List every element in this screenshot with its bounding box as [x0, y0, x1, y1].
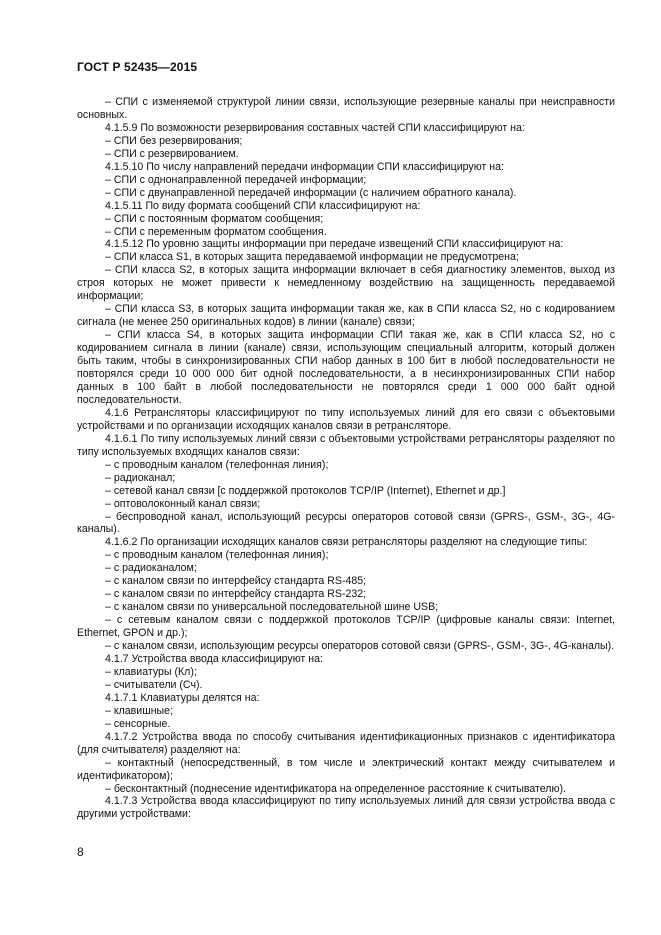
- document-body: [77, 96, 615, 821]
- paragraph: – с проводным каналом (телефонная линия);: [105, 458, 329, 471]
- paragraph: 4.1.5.9 По возможности резервирования составных частей СПИ классифицируют на:: [105, 121, 525, 134]
- paragraph: – бесконтактный (поднесение идентификатора на определенное расстояние к считывателю).: [105, 782, 566, 795]
- paragraph: – радиоканал;: [105, 471, 176, 484]
- paragraph: 4.1.6 Ретрансляторы классифицируют по типу используемых линий для его связи с объектовыми устройствами и по организации исходящих каналов связи в ретрансляторе.: [77, 406, 615, 432]
- paragraph: 4.1.7.2 Устройства ввода по способу считывания идентификационных признаков с идентификатора (для считывателя) разделяют на:: [77, 730, 615, 756]
- paragraph: – с сетевым каналом связи с поддержкой протоколов TCP/IP (цифровые каналы связи: Internet, Ethernet, GPON и др.);: [77, 614, 615, 640]
- paragraph: – СПИ с резервированием.: [105, 147, 239, 160]
- paragraph: – клавиатуры (Кл);: [105, 665, 197, 678]
- paragraph: – беспроводной канал, использующий ресурсы операторов сотовой связи (GPRS-, GSM-, 3G-, 4G-каналы).: [77, 510, 615, 536]
- standard-header: ГОСТ Р 52435—2015: [77, 60, 198, 74]
- paragraph: – оптоволоконный канал связи;: [105, 497, 261, 510]
- paragraph: – СПИ класса S2, в которых защита информации включает в себя диагностику элементов, выход из строя которых не может привести к немедленному воздействию на защищенность передаваемой информации;: [77, 264, 615, 303]
- paragraph: – СПИ класса S4, в которых защита информации СПИ такая же, как в СПИ класса S2, но с кодированием сигнала в линии (канале) связи, использующим специальный алгоритм, который должен быть таким, чтобы в синхронизированных СПИ набор данных в 100 бит в любой последовательности не повторялся среди 10 000 000 бит одной последовательности, а в несинхронизированных СПИ набор данных в 100 байт в любой последовательности не повторялся среди 1 000 000 байт одной последовательности.: [77, 329, 615, 406]
- paragraph: 4.1.6.2 По организации исходящих каналов связи ретрансляторы разделяют на следующие типы:: [105, 536, 588, 549]
- paragraph: – СПИ с изменяемой структурой линии связи, использующие резервные каналы при неисправности основных.: [77, 96, 615, 121]
- paragraph: – СПИ с однонаправленной передачей информации;: [105, 173, 367, 186]
- paragraph: – с каналом связи по интерфейсу стандарта RS-232;: [105, 588, 367, 601]
- paragraph: – клавишные;: [105, 704, 174, 717]
- paragraph: – СПИ с двунаправленной передачей информации (с наличием обратного канала).: [105, 186, 517, 199]
- paragraph: – с радиоканалом;: [105, 562, 197, 575]
- paragraph: – СПИ без резервирования;: [105, 134, 243, 147]
- paragraph: – с каналом связи, использующим ресурсы операторов сотовой связи (GPRS-, GSM-, 3G-, 4G-каналы).: [105, 640, 615, 653]
- paragraph: – сенсорные.: [105, 717, 171, 730]
- page-number: 8: [77, 845, 84, 859]
- paragraph: 4.1.5.12 По уровню защиты информации при передаче извещений СПИ классифицируют на:: [105, 238, 564, 251]
- paragraph: – СПИ класса S3, в которых защита информации такая же, как в СПИ класса S2, но с кодированием сигнала (не менее 250 оригинальных кодов) в линии (канале) связи;: [77, 303, 615, 329]
- paragraph: – сетевой канал связи [с поддержкой протоколов TCP/IP (Internet), Ethernet и др.]: [105, 484, 506, 497]
- paragraph: – считыватели (Сч).: [105, 678, 203, 691]
- paragraph: 4.1.6.1 По типу используемых линий связи с объектовыми устройствами ретрансляторы разделяют по типу используемых входящих каналов связи:: [77, 432, 615, 458]
- paragraph: – с каналом связи по интерфейсу стандарта RS-485;: [105, 575, 367, 588]
- paragraph: 4.1.5.11 По виду формата сообщений СПИ классифицируют на:: [105, 199, 421, 212]
- paragraph: 4.1.7 Устройства ввода классифицируют на:: [105, 652, 323, 665]
- paragraph: 4.1.7.1 Клавиатуры делятся на:: [105, 691, 260, 704]
- paragraph: – СПИ класса S1, в которых защита передаваемой информации не предусмотрена;: [105, 251, 519, 264]
- paragraph: – контактный (непосредственный, в том числе и электрический контакт между считывателем и идентификатором);: [77, 756, 615, 782]
- paragraph: 4.1.7.3 Устройства ввода классифицируют по типу используемых линий для связи устройства ввода с другими устройствами:: [77, 795, 615, 821]
- paragraph: – СПИ с переменным форматом сообщения.: [105, 225, 327, 238]
- paragraph: – СПИ с постоянным форматом сообщения;: [105, 212, 324, 225]
- paragraph: – с проводным каналом (телефонная линия);: [105, 549, 329, 562]
- paragraph: – с каналом связи по универсальной последовательной шине USB;: [105, 601, 439, 614]
- paragraph: 4.1.5.10 По числу направлений передачи информации СПИ классифицируют на:: [105, 160, 504, 173]
